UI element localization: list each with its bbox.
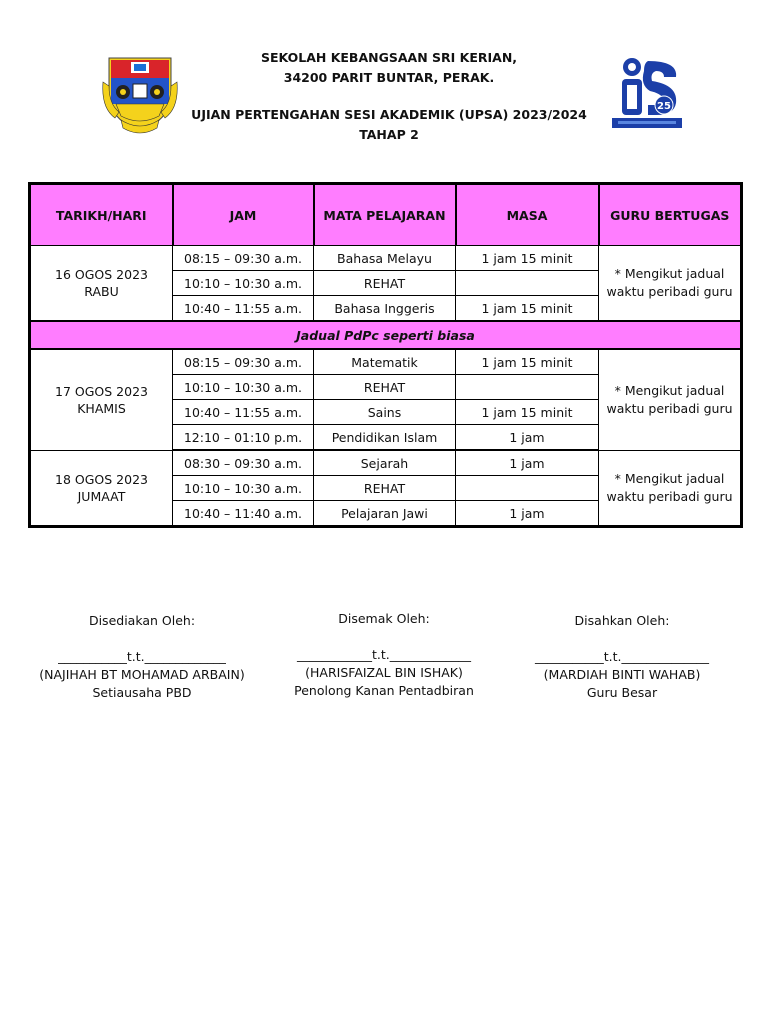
note-line: waktu peribadi guru bbox=[606, 488, 733, 504]
subject-cell: Sains bbox=[314, 400, 456, 425]
duration-cell bbox=[456, 476, 599, 501]
signatory-role: Setiausaha PBD bbox=[92, 685, 192, 700]
subject-cell: Bahasa Inggeris bbox=[314, 296, 456, 322]
time-cell: 08:15 – 09:30 a.m. bbox=[173, 246, 314, 271]
table-row bbox=[30, 349, 742, 375]
subject-cell: Bahasa Melayu bbox=[314, 246, 456, 271]
signature-block-approved bbox=[508, 612, 736, 702]
column-header-time: JAM bbox=[173, 184, 314, 246]
signature-label: Disemak Oleh: bbox=[338, 611, 430, 626]
time-cell: 10:10 – 10:30 a.m. bbox=[173, 476, 314, 501]
teacher-note-cell bbox=[599, 246, 742, 322]
signature-block-checked bbox=[270, 610, 498, 700]
day-date: 18 OGOS 2023 bbox=[55, 471, 148, 487]
signatory-name: (MARDIAH BINTI WAHAB) bbox=[543, 667, 701, 682]
exam-level: TAHAP 2 bbox=[359, 126, 419, 142]
subject-cell: REHAT bbox=[314, 476, 456, 501]
day-date: 16 OGOS 2023 bbox=[55, 267, 148, 282]
subject-cell: Pendidikan Islam bbox=[314, 425, 456, 451]
time-cell: 10:40 – 11:55 a.m. bbox=[173, 296, 314, 322]
signature-line: ___________t.t.______________ bbox=[535, 649, 709, 664]
note-line: * Mengikut jadual bbox=[614, 382, 725, 398]
signature-block-prepared bbox=[28, 612, 256, 702]
table-header-row bbox=[30, 184, 742, 246]
time-cell: 10:40 – 11:40 a.m. bbox=[173, 501, 314, 527]
time-cell: 08:30 – 09:30 a.m. bbox=[173, 450, 314, 476]
duration-cell: 1 jam bbox=[456, 450, 599, 476]
exam-schedule-table bbox=[28, 182, 743, 528]
subject-cell: Pelajaran Jawi bbox=[314, 501, 456, 527]
duration-cell: 1 jam 15 minit bbox=[456, 400, 599, 425]
notice-band: Jadual PdPc seperti biasa bbox=[30, 321, 742, 349]
column-header-teacher: GURU BERTUGAS bbox=[599, 184, 742, 246]
duration-cell: 1 jam 15 minit bbox=[456, 296, 599, 322]
time-cell: 08:15 – 09:30 a.m. bbox=[173, 349, 314, 375]
day-cell bbox=[30, 349, 173, 450]
time-cell: 10:40 – 11:55 a.m. bbox=[173, 400, 314, 425]
time-cell: 12:10 – 01:10 p.m. bbox=[173, 425, 314, 451]
subject-cell: Sejarah bbox=[314, 450, 456, 476]
day-cell bbox=[30, 450, 173, 527]
day-name: JUMAAT bbox=[77, 488, 126, 504]
subject-cell: REHAT bbox=[314, 271, 456, 296]
school-crest-logo bbox=[101, 52, 179, 136]
signature-label: Disediakan Oleh: bbox=[88, 613, 196, 628]
signatory-role: Penolong Kanan Pentadbiran bbox=[294, 683, 474, 698]
day-name: KHAMIS bbox=[77, 400, 126, 416]
day-cell bbox=[30, 246, 173, 322]
table-row bbox=[30, 450, 742, 476]
exam-title: UJIAN PERTENGAHAN SESI AKADEMIK (UPSA) 2023/2024 bbox=[191, 107, 587, 122]
note-line: waktu peribadi guru bbox=[606, 284, 733, 299]
note-line: * Mengikut jadual bbox=[614, 266, 725, 281]
note-line: * Mengikut jadual bbox=[614, 470, 725, 486]
duration-cell bbox=[456, 375, 599, 400]
logo-number: 25 bbox=[657, 101, 671, 112]
signatory-role: Guru Besar bbox=[586, 685, 658, 700]
teacher-note-cell bbox=[599, 349, 742, 450]
duration-cell: 1 jam 15 minit bbox=[456, 246, 599, 271]
table-row bbox=[30, 246, 742, 271]
signature-line: ___________t.t._____________ bbox=[58, 649, 226, 664]
subject-cell: Matematik bbox=[314, 349, 456, 375]
signatory-name: (NAJIHAH BT MOHAMAD ARBAIN) bbox=[39, 667, 245, 682]
day-name: RABU bbox=[84, 284, 119, 299]
signatory-name: (HARISFAIZAL BIN ISHAK) bbox=[305, 665, 463, 680]
note-line: waktu peribadi guru bbox=[606, 400, 733, 416]
teacher-note-cell bbox=[599, 450, 742, 527]
document-header bbox=[180, 48, 598, 144]
duration-cell: 1 jam bbox=[456, 425, 599, 451]
duration-cell: 1 jam bbox=[456, 501, 599, 527]
notice-band-row bbox=[30, 321, 742, 349]
school-name: SEKOLAH KEBANGSAAN SRI KERIAN, bbox=[260, 50, 518, 65]
signature-line: ____________t.t._____________ bbox=[297, 647, 471, 662]
column-header-subject: MATA PELAJARAN bbox=[314, 184, 456, 246]
anniversary-25-logo bbox=[612, 55, 682, 130]
time-cell: 10:10 – 10:30 a.m. bbox=[173, 271, 314, 296]
duration-cell bbox=[456, 271, 599, 296]
school-address: 34200 PARIT BUNTAR, PERAK. bbox=[283, 69, 495, 85]
column-header-duration: MASA bbox=[456, 184, 599, 246]
day-date: 17 OGOS 2023 bbox=[55, 383, 148, 399]
column-header-date: TARIKH/HARI bbox=[30, 184, 173, 246]
signature-label: Disahkan Oleh: bbox=[574, 613, 670, 628]
subject-cell: REHAT bbox=[314, 375, 456, 400]
duration-cell: 1 jam 15 minit bbox=[456, 349, 599, 375]
time-cell: 10:10 – 10:30 a.m. bbox=[173, 375, 314, 400]
